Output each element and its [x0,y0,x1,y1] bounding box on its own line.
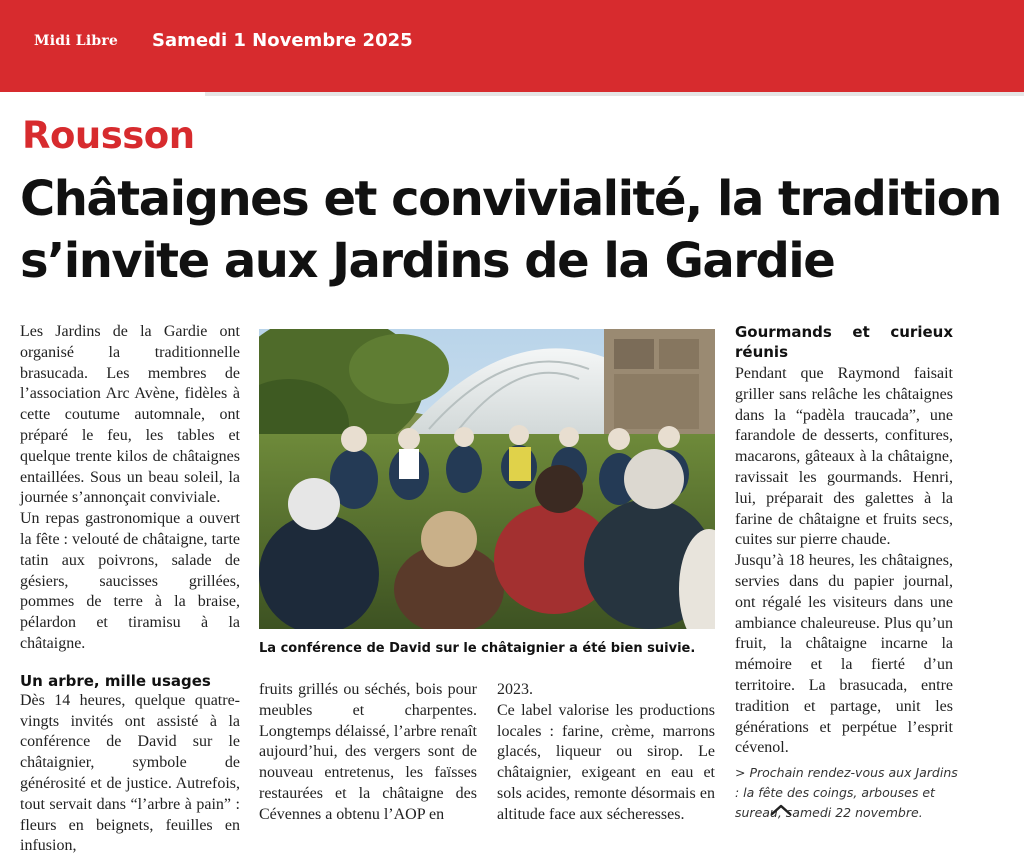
next-event-note: > Prochain rendez-vous aux Jardins : la fête des coings, arbouses et sureau, samedi 22 novembre. [735,765,958,820]
section-subhead: Gourmands et curieux réunis [735,323,953,361]
paragraph: Ce label valorise les productions locales : farine, crème, marrons glacés, liqueur ou sirop. Le châtaignier, exigeant en eau et sols acides, remonte désormais en altitude face aux sécheresses. [497,701,715,823]
article-column-1 [20,322,240,857]
paragraph: Pendant que Raymond faisait griller sans relâche les châtaignes dans la “padèla traucada”, une farandole de desserts, confitures, macarons, gâteaux à la châtaigne, ravissait les gourmands. Henri, lui, préparait des galettes à la farine de châtaigne et fruits secs, cuites sur pierre chaude. [735,365,953,549]
scroll-up-icon[interactable] [766,800,796,820]
article-headline: Châtaignes et convivialité, la tradition s’invite aux Jardins de la Gardie [20,171,1001,289]
section-subhead: Un arbre, mille usages [20,671,211,690]
paragraph: 2023. [497,681,533,698]
paragraph: fruits grillés ou séchés, bois pour meubles et charpentes. Longtemps délaissé, l’arbre renaît aujourd’hui, des vergers sont de nouveau entretenus, les faïsses restaurées et la châtaigne des Cévennes a obtenu l’AOP en [259,681,477,823]
brand-logo[interactable]: Midi Libre [34,33,119,49]
top-bar [0,0,1024,92]
article-column-3 [497,680,715,826]
article-photo[interactable] [259,329,715,629]
article-column-2 [259,680,477,826]
header-divider [205,92,1024,96]
photo-illustration [259,329,715,629]
article-column-4 [735,322,953,759]
article-kicker: Rousson [22,114,195,157]
paragraph: Un repas gastronomique a ouvert la fête : velouté de châtaigne, tarte tatin aux poivrons, salade de gésiers, saucisses grillées, pommes de terre à la braise, pélardon et tiramisu à la châtaigne. [20,510,240,652]
paragraph: Les Jardins de la Gardie ont organisé la traditionnelle brasucada. Les membres de l’association Arc Avène, fidèles à cette coutume automnale, ont préparé le feu, les tables et quelque trente kilos de châtaignes entaillées. Sous un beau soleil, la journée s’annonçait conviviale. [20,323,240,507]
paragraph: Dès 14 heures, quelque quatre-vingts invités ont assisté à la conférence de David sur le châtaignier, symbole de générosité et de justice. Autrefois, tout servait dans “l’arbre à pain” : fleurs en beignets, feuilles en infusion, [20,691,240,855]
photo-caption: La conférence de David sur le châtaignier a été bien suivie. [259,641,696,656]
paragraph: Jusqu’à 18 heures, les châtaignes, servies dans du papier journal, ont régalé les visiteurs dans une ambiance chaleureuse. Plus qu’un fruit, la châtaigne incarne la mémoire et la fierté d’un territoire. La brasucada, entre tradition et partage, unit les générations et perpétue l’esprit cévenol. [735,552,953,757]
issue-date: Samedi 1 Novembre 2025 [152,30,413,51]
header-divider-left [0,92,205,96]
